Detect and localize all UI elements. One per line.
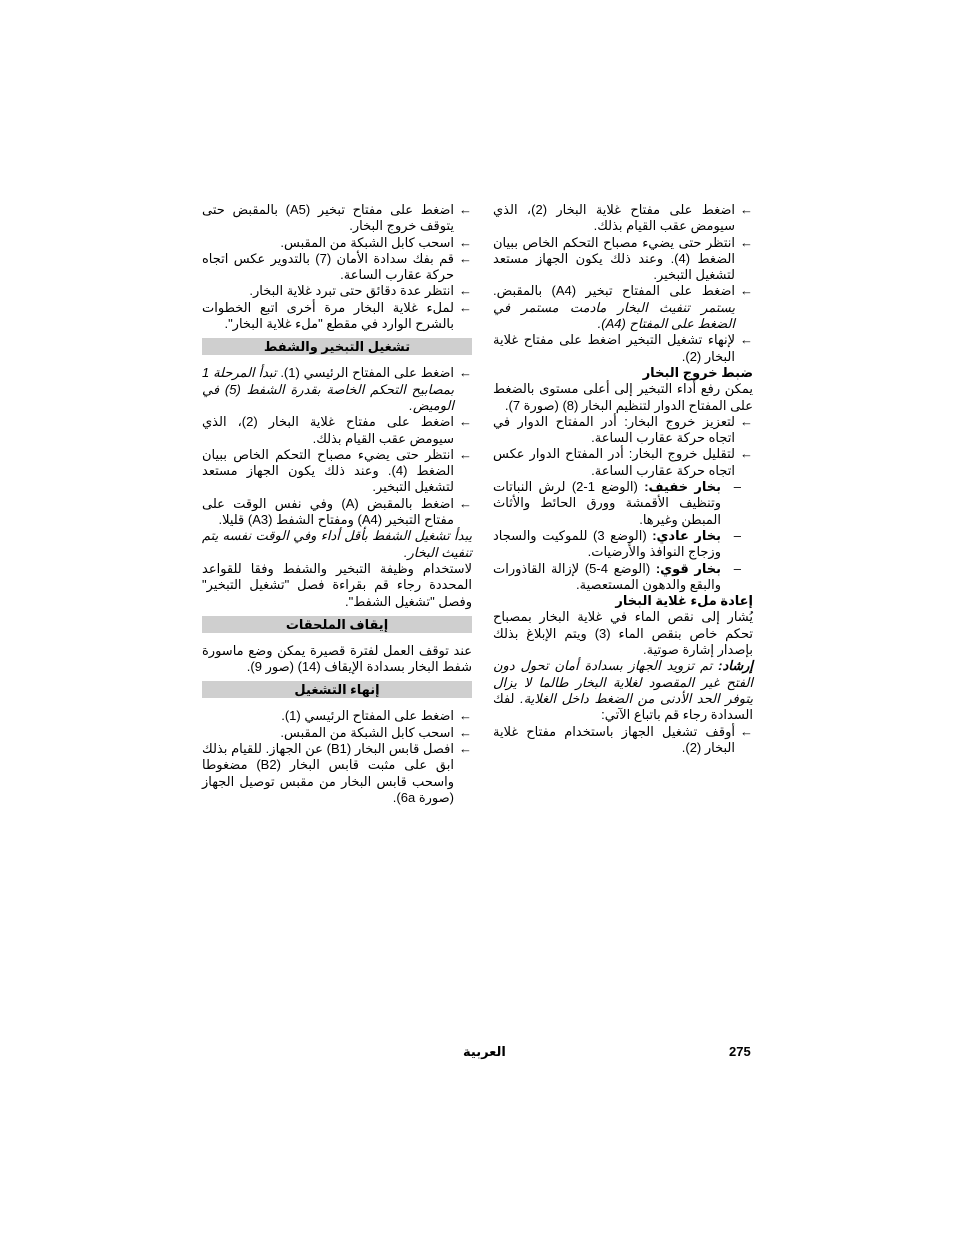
italic-paragraph: يبدأ تشغيل الشفط بأقل أداء وفي الوقت نفسه يتم تنفيث البخار. (202, 528, 472, 560)
bullet-item (202, 235, 472, 251)
arrow-icon: ← (459, 250, 472, 266)
bullet-item (202, 365, 472, 414)
note-tail: لفك السدادة رجاء قم باتباع الآتي: (493, 690, 753, 723)
note-text: تم تزويد الجهاز بسدادة أمان تحول دون الفتح غير المقصود لغلاية البخار طالما لا يزال يتوفر الحد الأدنى من الضغط داخل الغلاية. (493, 658, 753, 706)
bullet-item (202, 251, 472, 284)
paragraph: لاستخدام وظيفة التبخير والشفط وفقا للقواعد المحددة رجاء قم بقراءة فصل "تشغيل التبخير" وفصل "تشغيل الشفط". (202, 560, 472, 609)
bullet-text: اسحب كابل الشبكة من المقبس. (280, 234, 454, 250)
section-header: إيقاف الملحقات (202, 616, 472, 633)
arrow-icon: ← (459, 414, 472, 430)
arrow-icon: ← (740, 202, 753, 217)
bullet-text: قم بفك سدادة الأمان (7) بالتدوير عكس اتجاه حركة عقارب الساعة. (202, 250, 454, 283)
bullet-text: اضغط بالمقبض (A) وفي نفس الوقت على مفتاح التبخير (A4) ومفتاح الشفط (A3) قليلا. (202, 495, 454, 528)
bullet-note: تبدأ المرحلة 1 بمصابيح التحكم الخاصة بقدرة الشفط (5) في الوميض. (202, 365, 454, 413)
dash-item (493, 528, 753, 561)
section-header: إنهاء التشغيل (202, 681, 472, 698)
bullet-text: أوقف تشغيل الجهاز باستخدام مفتاح غلاية البخار (2). (493, 723, 735, 755)
dash-label: بخار خفيف: (644, 479, 721, 495)
dash-text: (الوضع 3) للموكيت والسجاد وزجاج النوافذ والأرضيات. (493, 527, 721, 560)
page-number: 275 (729, 1044, 751, 1059)
bullet-item (202, 725, 472, 741)
note-paragraph (493, 658, 753, 723)
bullet-text: اضغط على مفتاح غلاية البخار (2)، الذي سيومض عقب القيام بذلك. (202, 414, 454, 446)
bullet-item (493, 724, 753, 757)
bullet-item (493, 283, 753, 332)
arrow-icon: ← (740, 723, 753, 739)
arrow-icon: ← (459, 234, 472, 250)
arrow-icon: ← (740, 413, 753, 429)
section-header: تشغيل التبخير والشفط (202, 338, 472, 355)
dash-text: (الوضع 1-2) لرش النباتات وتنظيف الأقمشة وورق الحائط والأثاث المبطن وغيرها. (493, 479, 721, 527)
arrow-icon: ← (459, 283, 472, 299)
paragraph: يُشار إلى نقص الماء في غلاية البخار بمصباح تحكم خاص بنقص الماء (3) ويتم الإبلاغ بذلك بإصدار إشارة صوتية. (493, 609, 753, 658)
bullet-text: اضغط على المفتاح تبخير (A4) بالمقبض. (493, 283, 735, 299)
subheading: إعادة ملء غلاية البخار (615, 593, 753, 609)
bullet-item (493, 235, 753, 284)
dash-label: بخار قوي: (655, 560, 721, 576)
dash-text: (الوضع 4-5) لإزالة القاذورات والبقع والدهون المستعصية. (493, 560, 721, 592)
dash-item (493, 479, 753, 528)
arrow-icon: ← (459, 365, 472, 381)
bullet-text: اضغط على المفتاح الرئيسي (1). (280, 365, 454, 381)
dash-label: بخار عادي: (652, 527, 721, 543)
dash-glyph: – (733, 560, 741, 576)
right-column (493, 202, 753, 756)
bullet-item (202, 300, 472, 333)
dash-item (493, 561, 753, 594)
bullet-text: اسحب كابل الشبكة من المقبس. (280, 724, 454, 740)
bullet-item (493, 446, 753, 479)
bullet-text: لملء غلاية البخار مرة أخرى اتبع الخطوات بالشرح الوارد في مقطع "ملء غلاية البخار". (202, 299, 454, 332)
bullet-text: انتظر عدة دقائق حتى تبرد غلاية البخار. (249, 283, 454, 299)
bullet-item (493, 202, 753, 235)
arrow-icon: ← (459, 724, 472, 740)
arrow-icon: ← (459, 741, 472, 757)
subheading: ضبط خروج البخار (642, 364, 753, 380)
bullet-text: اضغط على مفتاح غلاية البخار (2)، الذي سيومض عقب القيام بذلك. (493, 202, 735, 234)
bullet-text: افصل قابس البخار (B1) عن الجهاز. للقيام بذلك ابق على مثبت قابس البخار (B2) مضغوطا واسحب قابس البخار من مقبس توصيل الجهاز (صورة 6a). (202, 741, 454, 805)
arrow-icon: ← (459, 708, 472, 724)
bullet-item (202, 202, 472, 235)
paragraph: عند توقف العمل لفترة قصيرة يمكن وضع ماسورة شفط البخار بسدادة الإيقاف (14) (صور 9). (202, 642, 472, 675)
bullet-text: لتعزيز خروج البخار: أدر المفتاح الدوار في اتجاه حركة عقارب الساعة. (493, 413, 735, 446)
arrow-icon: ← (740, 332, 753, 348)
bullet-item (202, 496, 472, 529)
bullet-item (202, 414, 472, 447)
bullet-text: انتظر حتى يضيء مصباح التحكم الخاص ببيان الضغط (4). وعند ذلك يكون الجهاز مستعد لتشغيل التبخير. (493, 234, 735, 283)
bullet-text: اضغط على مفتاح تبخير (A5) بالمقبض حتى يتوقف خروج البخار. (202, 202, 455, 234)
note-label: إرشاد: (718, 658, 754, 674)
bullet-item (202, 708, 472, 724)
arrow-icon: ← (740, 283, 753, 299)
dash-glyph: – (733, 527, 741, 543)
bullet-note: يستمر تنفيث البخار مادمت مستمر في الضغط على المفتاح (A4). (493, 299, 735, 332)
paragraph: يمكن رفع أداء التبخير إلى أعلى مستوى بالضغط على المفتاح الدوار لتنظيم البخار (8) (صورة 7). (493, 381, 753, 413)
dash-glyph: – (733, 479, 741, 495)
arrow-icon: ← (459, 299, 472, 315)
bullet-text: لتقليل خروج البخار: أدر المفتاح الدوار عكس اتجاه حركة عقارب الساعة. (493, 446, 735, 478)
bullet-item (493, 332, 753, 365)
bullet-text: لإنهاء تشغيل التبخير اضغط على مفتاح غلاية البخار (2). (493, 332, 735, 364)
bullet-item (493, 414, 753, 447)
bullet-text: اضغط على المفتاح الرئيسي (1). (281, 708, 454, 724)
bullet-item (202, 741, 472, 806)
arrow-icon: ← (740, 234, 753, 250)
arrow-icon: ← (459, 495, 472, 511)
footer-language: العربية (463, 1044, 506, 1059)
bullet-item (202, 447, 472, 496)
arrow-icon: ← (740, 446, 753, 462)
bullet-text: انتظر حتى يضيء مصباح التحكم الخاص ببيان الضغط (4). وعند ذلك يكون الجهاز مستعد لتشغيل التبخير. (202, 446, 454, 495)
arrow-icon: ← (459, 446, 472, 462)
arrow-icon: ← (459, 202, 472, 217)
left-column (202, 202, 472, 806)
bullet-item (202, 283, 472, 299)
